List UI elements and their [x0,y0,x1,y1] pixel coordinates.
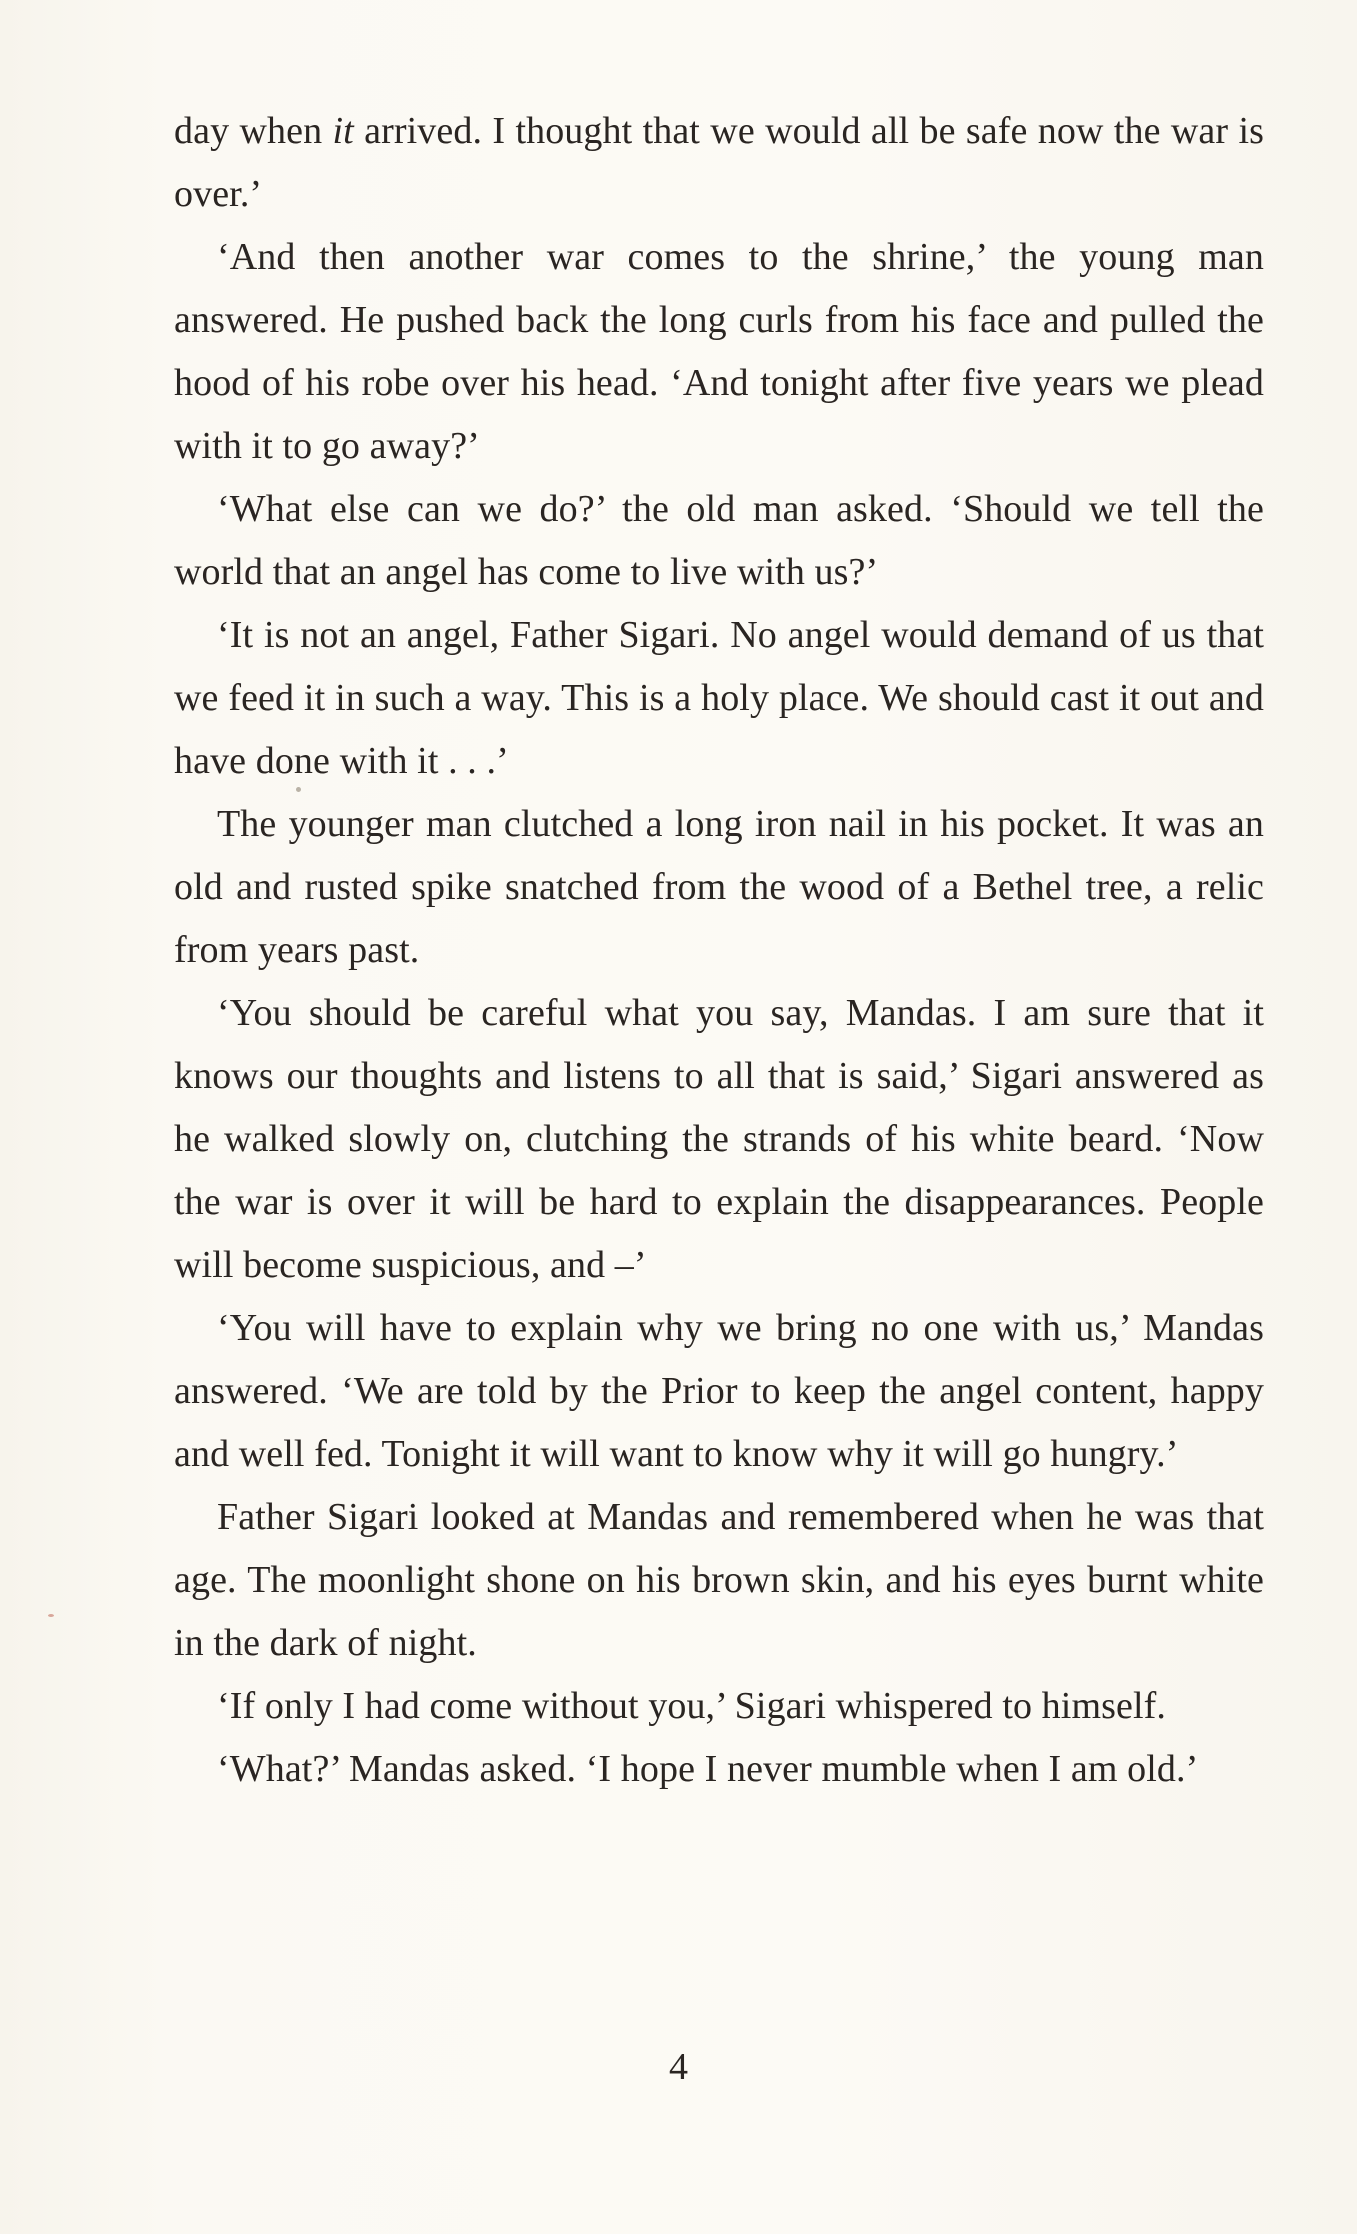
page-number: 4 [669,2046,688,2088]
paragraph-3: ‘What else can we do?’ the old man asked. ‘Should we tell the world that an angel has come to live with us?’ [174,488,1264,593]
paragraph-10: ‘What?’ Mandas asked. ‘I hope I never mumble when I am old.’ [217,1748,1199,1790]
paragraph-2: ‘And then another war comes to the shrine,’ the young man answered. He pushed back the long curls from his face and pulled the hood of his robe over his head. ‘And tonight after five years we plead with it to go away?’ [174,236,1264,467]
paragraph-8: Father Sigari looked at Mandas and remembered when he was that age. The moonlight shone on his brown skin, and his eyes burnt white in the dark of night. [174,1496,1264,1664]
ink-speck [296,787,301,792]
paragraph-6: ‘You should be careful what you say, Mandas. I am sure that it knows our thoughts and listens to all that is said,’ Sigari answered as he walked slowly on, clutching the strands of his white beard. ‘Now the war is over it will be hard to explain the disappearances. People will become suspicious, and –’ [174,992,1264,1286]
paragraph-1 [174,100,1264,226]
paragraph-1-text-start: day when [174,110,333,152]
paragraph-5: The younger man clutched a long iron nail in his pocket. It was an old and rusted spike snatched from the wood of a Bethel tree, a relic from years past. [174,803,1264,971]
paragraph-1-italic-it: it [332,110,354,152]
paragraph-4: ‘It is not an angel, Father Sigari. No angel would demand of us that we feed it in such a way. This is a holy place. We should cast it out and have done with it . . .’ [174,614,1264,782]
paragraph-7: ‘You will have to explain why we bring no one with us,’ Mandas answered. ‘We are told by the Prior to keep the angel content, happy and well fed. Tonight it will want to know why it will go hungry.’ [174,1307,1264,1475]
paragraph-1-text-end: arrived. I thought that we would all be safe now the war is over.’ [174,110,1265,215]
body-text [174,100,1264,1801]
paragraph-9: ‘If only I had come without you,’ Sigari whispered to himself. [217,1685,1166,1727]
margin-mark [48,1614,54,1617]
